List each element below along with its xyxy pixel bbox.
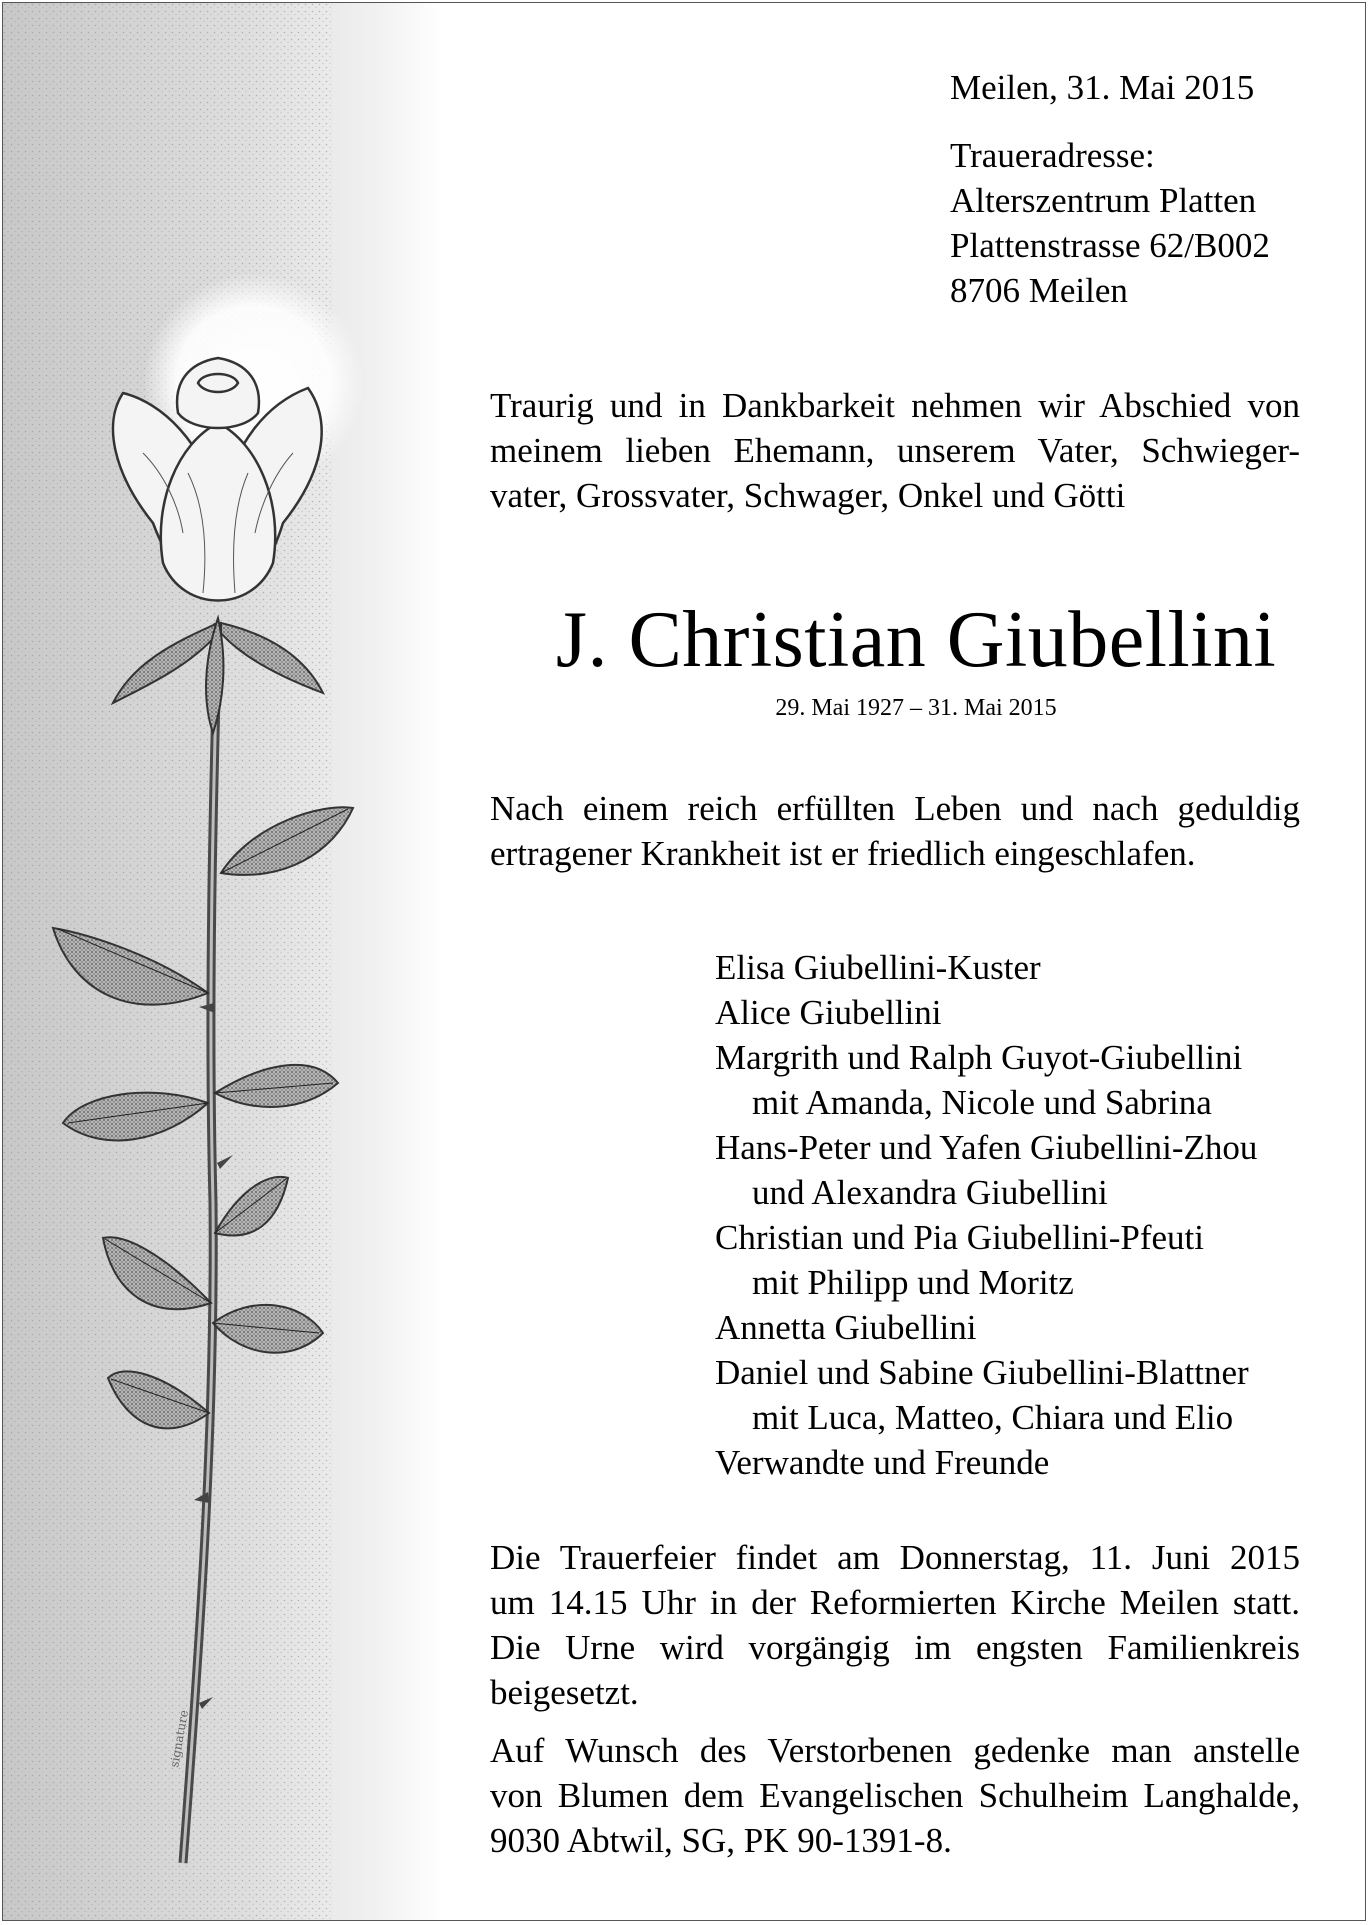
ceremony-line: Die Urne wird vorgängig im engsten Familienkreis — [490, 1628, 1300, 1667]
family-member: Daniel und Sabine Giubellini-Blattner — [715, 1353, 1249, 1392]
life-dates: 29. Mai 1927 – 31. Mai 2015 — [775, 695, 1057, 721]
family-member: mit Philipp und Moritz — [752, 1263, 1074, 1302]
family-member: Verwandte und Freunde — [715, 1443, 1050, 1482]
deceased-name: J. Christian Giubellini — [555, 596, 1277, 684]
ceremony-line: Die Trauerfeier findet am Donnerstag, 11. Juni 2015 — [490, 1538, 1300, 1577]
family-member: Christian und Pia Giubellini-Pfeuti — [715, 1218, 1204, 1257]
ceremony-paragraph — [490, 1535, 1300, 1715]
donation-line: Auf Wunsch des Verstorbenen gedenke man anstelle — [490, 1731, 1300, 1770]
place-date: Meilen, 31. Mai 2015 — [950, 68, 1255, 107]
family-member: Alice Giubellini — [715, 993, 942, 1032]
family-member: und Alexandra Giubellini — [752, 1173, 1108, 1212]
address-line: Alterszentrum Platten — [950, 181, 1257, 220]
life-paragraph — [490, 786, 1300, 876]
donation-line: von Blumen dem Evangelischen Schulheim Langhalde, — [490, 1776, 1300, 1815]
family-member: Margrith und Ralph Guyot-Giubellini — [715, 1038, 1243, 1077]
life-line: Nach einem reich erfüllten Leben und nach geduldig — [490, 789, 1300, 828]
family-member: mit Luca, Matteo, Chiara und Elio — [752, 1398, 1234, 1437]
family-list — [715, 945, 1257, 1485]
ceremony-line: um 14.15 Uhr in der Reformierten Kirche Meilen statt. — [490, 1583, 1300, 1622]
life-line: ertragener Krankheit ist er friedlich eingeschlafen. — [490, 834, 1196, 873]
address-line: 8706 Meilen — [950, 271, 1128, 310]
ceremony-line: beigesetzt. — [490, 1673, 639, 1712]
family-member: mit Amanda, Nicole und Sabrina — [752, 1083, 1212, 1122]
intro-line: meinem lieben Ehemann, unserem Vater, Schwieger- — [490, 431, 1300, 470]
family-member: Hans-Peter und Yafen Giubellini-Zhou — [715, 1128, 1258, 1167]
intro-paragraph — [490, 383, 1300, 518]
obituary-card — [2, 2, 1366, 1921]
family-member: Annetta Giubellini — [715, 1308, 977, 1347]
family-member: Elisa Giubellini-Kuster — [715, 948, 1041, 987]
address-heading: Traueradresse: — [950, 136, 1155, 175]
intro-line: Traurig und in Dankbarkeit nehmen wir Abschied von — [490, 386, 1300, 425]
rose-illustration — [3, 3, 443, 1921]
intro-line: vater, Grossvater, Schwager, Onkel und Götti — [490, 476, 1126, 515]
address-line: Plattenstrasse 62/B002 — [950, 226, 1270, 265]
mourning-address — [950, 133, 1270, 313]
donation-line: 9030 Abtwil, SG, PK 90-1391-8. — [490, 1821, 952, 1860]
svg-text:signature: signature — [167, 1709, 192, 1769]
donation-paragraph — [490, 1728, 1300, 1863]
